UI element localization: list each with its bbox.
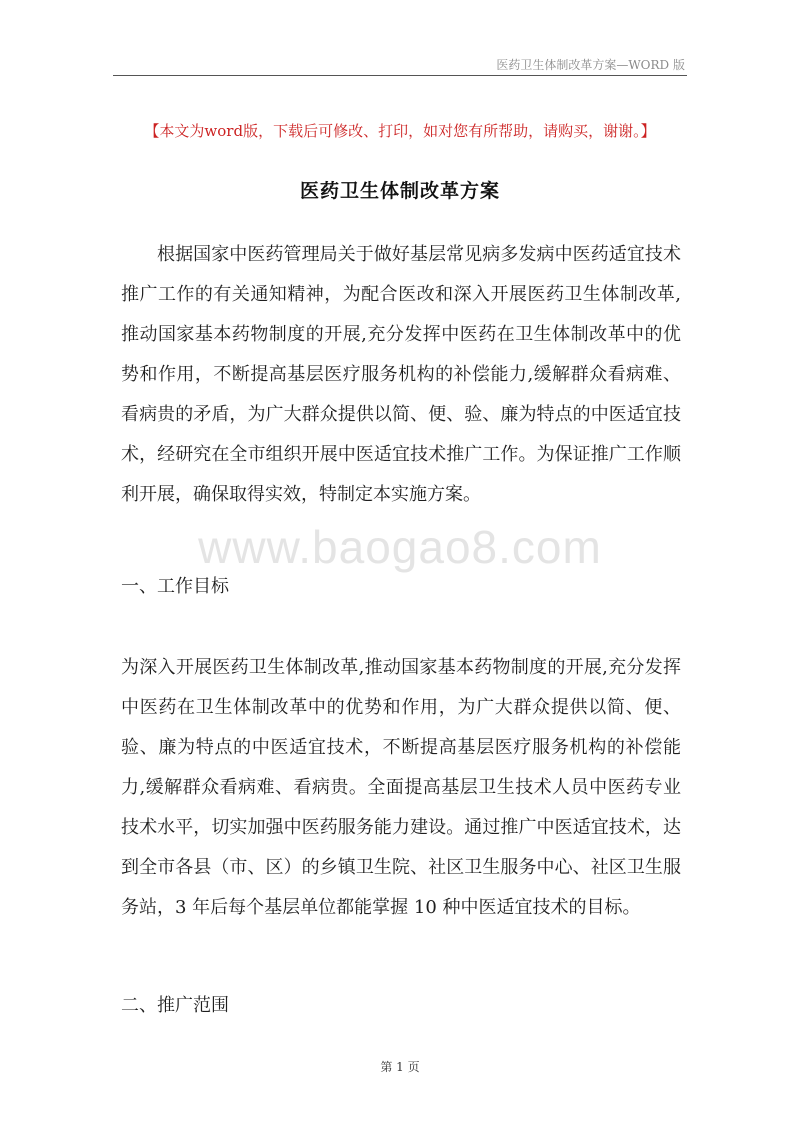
watermark: www.baogao8.com <box>198 521 602 573</box>
header-divider <box>113 75 687 76</box>
section-heading-goals: 一、工作目标 <box>121 576 229 597</box>
document-title: 医药卫生体制改革方案 <box>299 180 500 202</box>
download-notice: 【本文为word版，下载后可修改、打印，如对您有所帮助，请购买，谢谢。】 <box>144 122 656 140</box>
running-header: 医药卫生体制改革方案—WORD 版 <box>496 58 685 72</box>
section-heading-scope: 二、推广范围 <box>121 995 229 1016</box>
intro-paragraph: 根据国家中医药管理局关于做好基层常见病多发病中医药适宜技术推广工作的有关通知精神，为配合医改和深入开展医药卫生体制改革,推动国家基本药物制度的开展,充分发挥中医药在卫生体制改革中的优势和作用，不断提高基层医疗服务机构的补偿能力,缓解群众看病难、看病贵的矛盾，为广大群众提供以简、便、验、廉为特点的中医适宜技术，经研究在全市组织开展中医适宜技术推广工作。为保证推广工作顺利开展，确保取得实效，特制定本实施方案。 <box>121 244 681 505</box>
page-number: 第 1 页 <box>380 1060 420 1074</box>
goals-paragraph: 为深入开展医药卫生体制改革,推动国家基本药物制度的开展,充分发挥中医药在卫生体制改革中的优势和作用，为广大群众提供以简、便、验、廉为特点的中医适宜技术，不断提高基层医疗服务机构的补偿能力,缓解群众看病难、看病贵。全面提高基层卫生技术人员中医药专业技术水平，切实加强中医药服务能力建设。通过推广中医适宜技术，达到全市各县（市、区）的乡镇卫生院、社区卫生服务中心、社区卫生服务站，3 年后每个基层单位都能掌握 10 种中医适宜技术的目标。 <box>121 657 681 918</box>
